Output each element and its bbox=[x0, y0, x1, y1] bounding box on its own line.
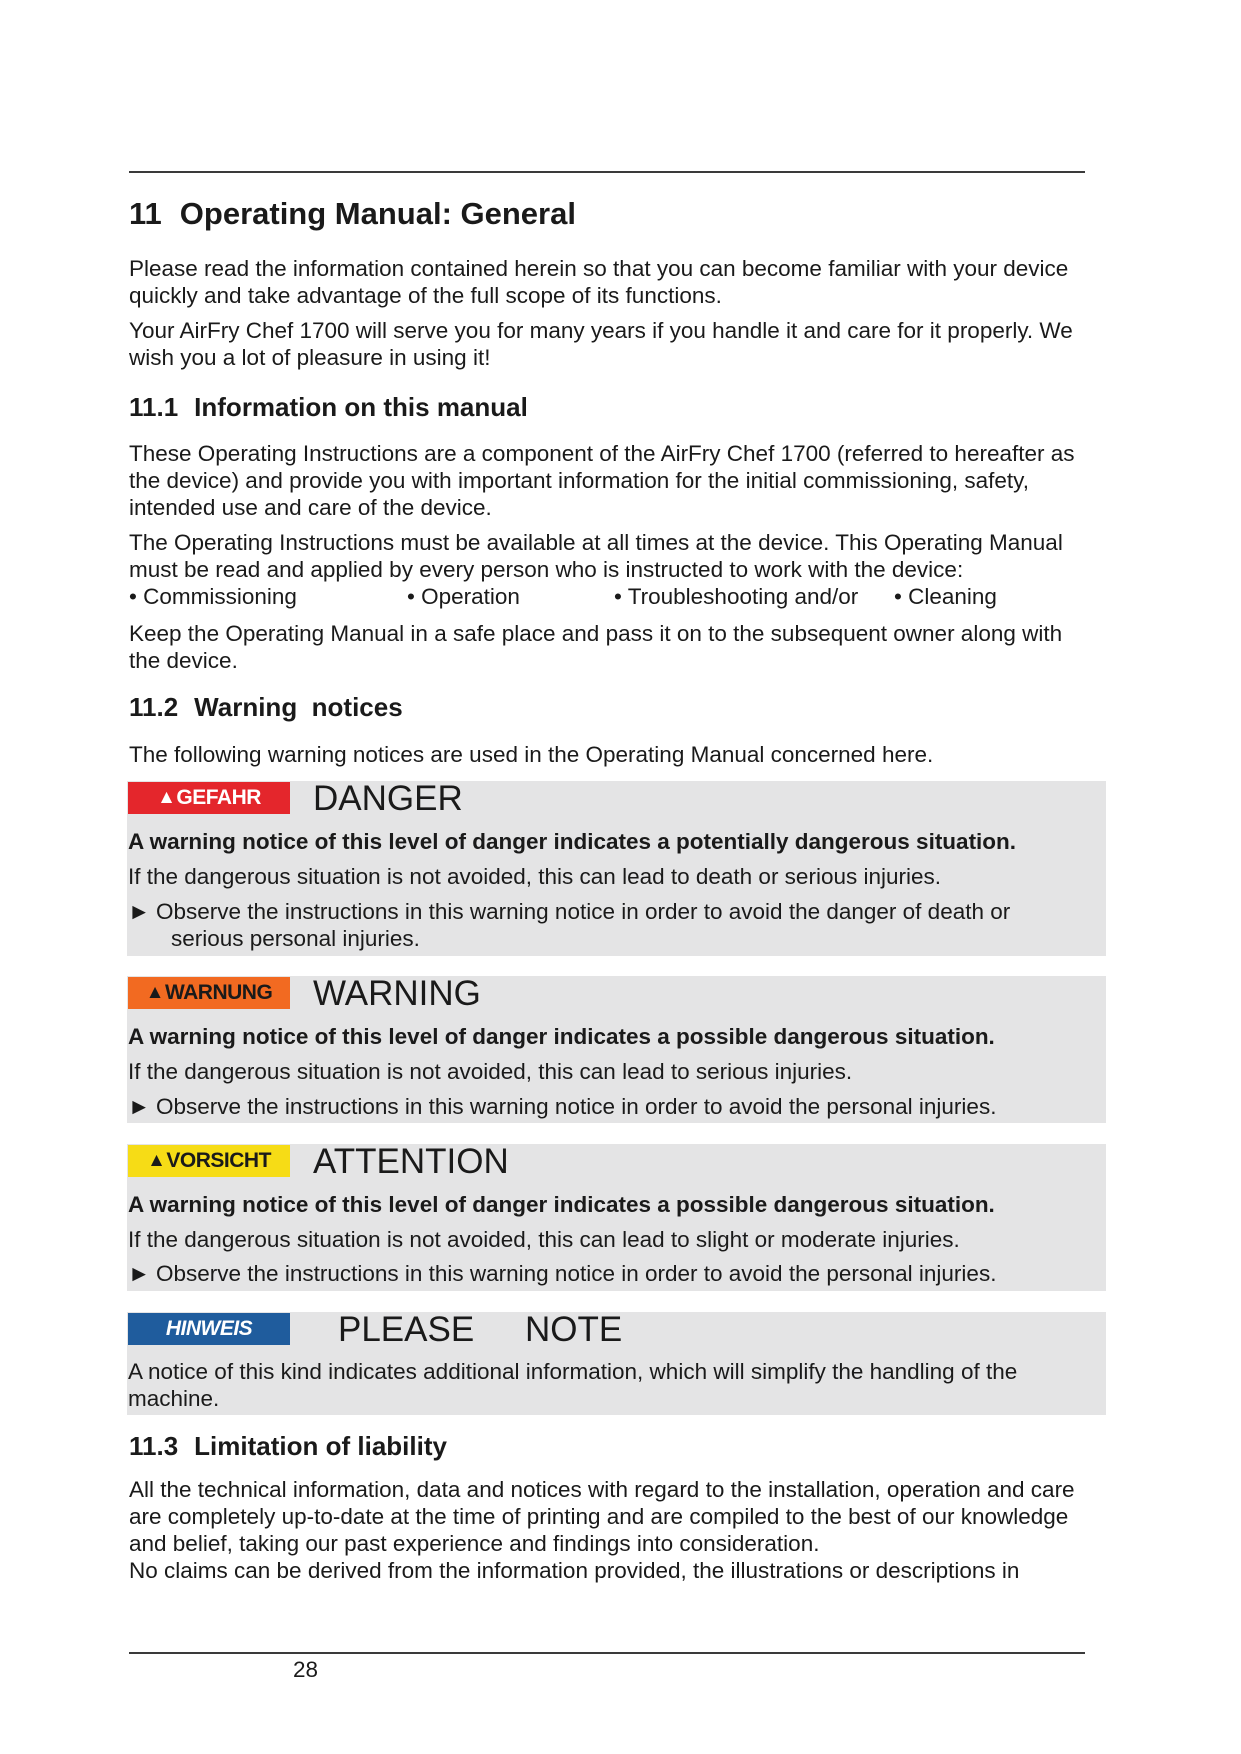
footer-rule bbox=[129, 1652, 1085, 1654]
section-title: Information on this manual bbox=[194, 392, 528, 422]
signal-word: DANGER bbox=[313, 779, 463, 818]
chapter-heading bbox=[129, 196, 576, 232]
notice-consequence: If the dangerous situation is not avoided, this can lead to slight or moderate injuries. bbox=[128, 1227, 960, 1252]
section-number: 11.2 bbox=[129, 692, 179, 722]
notice-consequence: If the dangerous situation is not avoided, this can lead to death or serious injuries. bbox=[128, 864, 941, 889]
arrow-right-icon: ► bbox=[128, 1261, 151, 1286]
warning-notice bbox=[127, 976, 1106, 1123]
notice-definition: A warning notice of this level of danger indicates a possible dangerous situation. bbox=[128, 1192, 995, 1217]
section-number: 11.1 bbox=[129, 392, 179, 422]
chapter-title: Operating Manual: General bbox=[179, 196, 576, 231]
please-note-notice bbox=[127, 1312, 1106, 1415]
badge-label: GEFAHR bbox=[176, 786, 261, 809]
notice-definition: A warning notice of this level of danger indicates a potentially dangerous situation. bbox=[128, 829, 1017, 854]
bullet-item: • Troubleshooting and/or bbox=[614, 584, 859, 609]
warning-triangle-icon: ▲ bbox=[145, 982, 164, 1003]
notice-consequence: If the dangerous situation is not avoided, this can lead to serious injuries. bbox=[128, 1059, 853, 1084]
badge-label: WARNUNG bbox=[164, 981, 273, 1004]
liability-paragraph-1: All the technical information, data and notices with regard to the installation, operation and care are completely up-to-date at the time of printing and are compiled to the best of our knowledge and belief, taking our past experience and findings into consideration. bbox=[129, 1477, 1075, 1556]
signal-word-please: PLEASE bbox=[338, 1310, 475, 1349]
bullet-item: • Operation bbox=[407, 584, 520, 609]
intro-paragraph-2: Your AirFry Chef 1700 will serve you for many years if you handle it and care for it properly. We wish you a lot of pleasure in using it! bbox=[129, 318, 1073, 370]
signal-word-note: NOTE bbox=[525, 1310, 623, 1349]
section-heading-11-1 bbox=[129, 392, 528, 423]
badge-label: VORSICHT bbox=[166, 1149, 271, 1172]
keep-manual-paragraph: Keep the Operating Manual in a safe place and pass it on to the subsequent owner along with the device. bbox=[129, 621, 1063, 673]
signal-word: WARNING bbox=[313, 974, 481, 1013]
danger-notice bbox=[127, 781, 1106, 956]
arrow-right-icon: ► bbox=[128, 1094, 151, 1119]
task-bullet-list bbox=[129, 584, 1099, 612]
bullet-item: • Commissioning bbox=[129, 584, 297, 609]
intro-paragraph-1: Please read the information contained herein so that you can become familiar with your device quickly and take advantage of the full scope of its functions. bbox=[129, 256, 1069, 308]
warning-intro-paragraph: The following warning notices are used in the Operating Manual concerned here. bbox=[129, 742, 934, 767]
bullet-item: • Cleaning bbox=[894, 584, 997, 609]
notice-instruction bbox=[128, 1093, 1088, 1120]
chapter-number: 11 bbox=[129, 196, 162, 231]
arrow-right-icon: ► bbox=[128, 899, 151, 924]
section-number: 11.3 bbox=[129, 1431, 179, 1461]
note-badge bbox=[128, 1313, 290, 1345]
availability-paragraph: The Operating Instructions must be available at all times at the device. This Operating Manual must be read and applied by every person who is instructed to work with the device: bbox=[129, 530, 1063, 582]
danger-badge bbox=[128, 782, 290, 814]
section-heading-11-2 bbox=[129, 692, 403, 723]
section-heading-11-3 bbox=[129, 1431, 447, 1462]
attention-notice bbox=[127, 1144, 1106, 1291]
badge-label: HINWEIS bbox=[165, 1317, 253, 1340]
notice-text: A notice of this kind indicates additional information, which will simplify the handling of the machine. bbox=[128, 1359, 1018, 1411]
manual-info-paragraph: These Operating Instructions are a component of the AirFry Chef 1700 (referred to hereafter as the device) and provide you with important information for the initial commissioning, safety, intended use and care of the device. bbox=[129, 441, 1075, 520]
section-title: Warning notices bbox=[194, 692, 403, 722]
instruction-text: Observe the instructions in this warning notice in order to avoid the danger of death or serious personal injuries. bbox=[156, 899, 1011, 951]
instruction-text: Observe the instructions in this warning notice in order to avoid the personal injuries. bbox=[156, 1261, 997, 1286]
signal-word: ATTENTION bbox=[313, 1142, 509, 1181]
warning-triangle-icon: ▲ bbox=[147, 1150, 166, 1171]
header-rule bbox=[129, 171, 1085, 173]
instruction-text: Observe the instructions in this warning notice in order to avoid the personal injuries. bbox=[156, 1094, 997, 1119]
notice-definition: A warning notice of this level of danger indicates a possible dangerous situation. bbox=[128, 1024, 995, 1049]
caution-badge bbox=[128, 1145, 290, 1177]
notice-instruction bbox=[128, 1260, 1088, 1287]
section-title: Limitation of liability bbox=[194, 1431, 447, 1461]
notice-instruction bbox=[128, 898, 1088, 952]
page-number: 28 bbox=[293, 1657, 319, 1682]
warning-triangle-icon: ▲ bbox=[157, 787, 176, 808]
warning-badge bbox=[128, 977, 290, 1009]
liability-paragraph-2: No claims can be derived from the information provided, the illustrations or descriptions in bbox=[129, 1558, 1020, 1583]
